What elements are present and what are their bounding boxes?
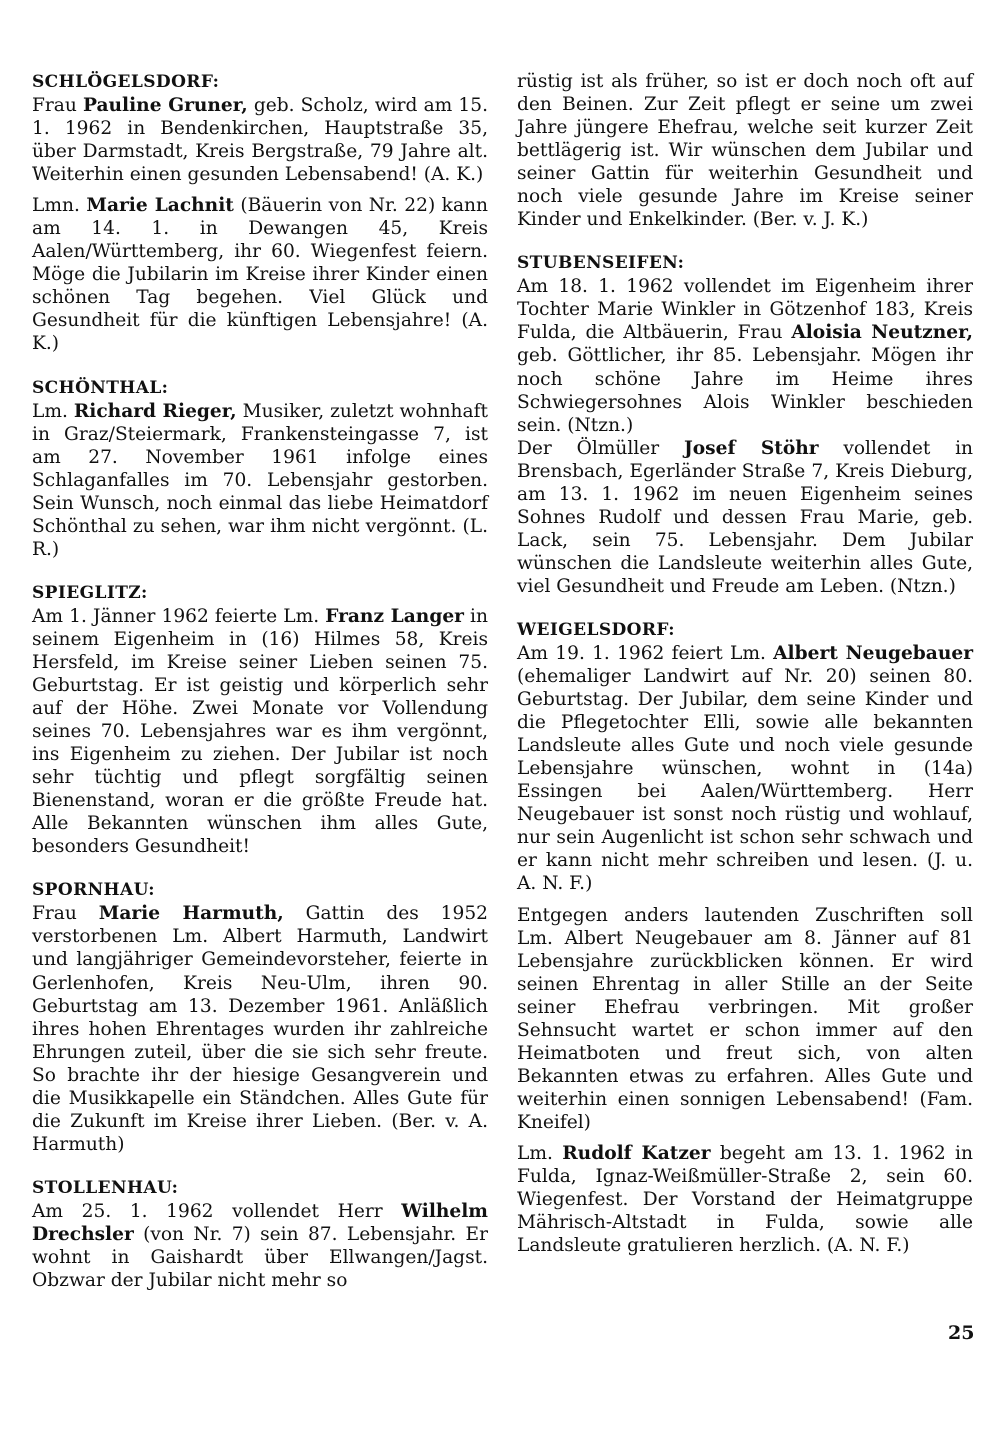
paragraph: Lm. Rudolf Katzer begeht am 13. 1. 1962 in Fulda, Ignaz-Weißmüller-Straße 2, sein 60. Wiegenfest. Der Vorstand der Heimatgruppe Mährisch-Altstadt in Fulda, sowie alle Landsleute gratulieren herzlich. (A. N. F.) <box>517 1142 973 1257</box>
paragraph: Frau Pauline Gruner, geb. Scholz, wird am 15. 1. 1962 in Bendenkirchen, Hauptstraße 35, über Darmstadt, Kreis Bergstraße, 79 Jahre alt. Weiterhin einen gesunden Lebensabend! (A. K.) <box>32 95 489 186</box>
right-column <box>517 70 973 1257</box>
paragraph: Am 18. 1. 1962 vollendet im Eigenheim ihrer Tochter Marie Winkler in Götzenhof 183, Kreis Fulda, die Altbäuerin, Frau Aloisia Neutzner, geb. Göttlicher, ihr 85. Lebensjahr. Mögen ihr noch schöne Jahre im Heime ihres Schwiegersohnes Alois Winkler beschieden sein. (Ntzn.) <box>517 276 974 436</box>
paragraph: Der Ölmüller Josef Stöhr vollendet in Brensbach, Egerländer Straße 7, Kreis Dieburg, am 13. 1. 1962 im neuen Eigenheim seines Sohnes Rudolf und dessen Frau Marie, geb. Lack, sein 75. Lebensjahr. Dem Jubilar wünschen die Landsleute weiterhin alles Gute, viel Gesundheit und Freude am Leben. (Ntzn.) <box>517 437 974 597</box>
paragraph: rüstig ist als früher, so ist er doch noch oft auf den Beinen. Zur Zeit pflegt er seine um zwei Jahre jüngere Ehefrau, welche seit kurzer Zeit bettlägerig ist. Wir wünschen dem Jubilar und seiner Gattin für weiterhin Gesundheit und noch viele gesunde Jahre im Kreise seiner Kinder und Enkelkinder. (Ber. v. J. K.) <box>517 71 973 231</box>
paragraph: Am 1. Jänner 1962 feierte Lm. Franz Langer in seinem Eigenheim in (16) Hilmes 58, Kreis Hersfeld, im Kreise seiner Lieben seinen 75. Geburtstag. Er ist geistig und körperlich sehr auf der Höhe. Zwei Monate vor Vollendung seines 70. Lebensjahres war es ihm vergönnt, ins Eigenheim zu ziehen. Der Jubilar ist noch sehr tüchtig und pflegt sorgfältig seinen Bienenstand, woran er die größte Freude hat. Alle Bekannten wünschen ihm alles Gute, besonders Gesundheit! <box>32 605 488 858</box>
section-heading: SPORNHAU: <box>32 880 155 901</box>
person-name: Richard Rieger, <box>73 400 237 422</box>
paragraph: Am 19. 1. 1962 feiert Lm. Albert Neugebauer (ehemaliger Landwirt auf Nr. 20) seinen 80. Geburtstag. Der Jubilar, dem seine Kinder und die Pflegetochter Elli, sowie alle bekannten Landsleute alles Gute und noch viele gesunde Lebensjahre wünschen, wohnt in (14a) Essingen bei Aalen/Württemberg. Herr Neugebauer ist sonst noch rüstig und wohlauf, nur sein Augenlicht ist schon sehr schwach und er kann nicht mehr schreiben und lesen. (J. u. A. N. F.) <box>517 642 973 895</box>
person-name: Marie Lachnit <box>86 195 234 217</box>
page-number: 25 <box>948 1322 975 1344</box>
section-heading: SCHLÖGELSDORF: <box>32 72 220 92</box>
paragraph: Lm. Richard Rieger, Musiker, zuletzt wohnhaft in Graz/Steiermark, Frankensteingasse 7, ist am 27. November 1961 infolge eines Schlaganfalles im 70. Lebensjahr gestorben. Sein Wunsch, noch einmal das liebe Heimatdorf Schönthal zu sehen, war ihm nicht vergönnt. (L. R.) <box>32 400 488 560</box>
section-heading: WEIGELSDORF: <box>517 619 675 640</box>
person-name: Rudolf Katzer <box>562 1142 711 1164</box>
paragraph: Lmn. Marie Lachnit (Bäuerin von Nr. 22) kann am 14. 1. in Dewangen 45, Kreis Aalen/Württemberg, ihr 60. Wiegenfest feiern. Möge die Jubilarin im Kreise ihrer Kinder einen schönen Tag begehen. Viel Glück und Gesundheit für die künftigen Lebensjahre! (A. K.) <box>32 195 488 355</box>
section-heading: SPIEGLITZ: <box>32 582 148 603</box>
paragraph: Am 25. 1. 1962 vollendet Herr Wilhelm Drechsler (von Nr. 7) sein 87. Lebensjahr. Er wohnt in Gaishardt über Ellwangen/Jagst. Obzwar der Jubilar nicht mehr so <box>32 1200 488 1292</box>
left-column <box>32 70 488 1292</box>
person-name: Josef Stöhr <box>683 437 819 459</box>
paragraph: Frau Marie Harmuth, Gattin des 1952 verstorbenen Lm. Albert Harmuth, Landwirt und langjähriger Gemeindevorsteher, feierte in Gerlenhofen, Kreis Neu-Ulm, ihren 90. Geburtstag am 13. Dezember 1961. Anläßlich ihres hohen Ehrentages wurden ihr zahlreiche Ehrungen zuteil, über die sie sich sehr freute. So brachte ihr der hiesige Gesangverein und die Musikkapelle ein Ständchen. Alles Gute für die Zukunft im Kreise ihrer Lieben. (Ber. v. A. Harmuth) <box>32 903 488 1155</box>
person-name: Marie Harmuth, <box>98 903 284 925</box>
section-heading: SCHÖNTHAL: <box>32 377 169 398</box>
section-heading: STOLLENHAU: <box>32 1177 179 1198</box>
person-name: Aloisia Neutzner, <box>791 322 974 344</box>
person-name: Wilhelm Drechsler <box>32 1200 488 1245</box>
person-name: Pauline Gruner, <box>83 95 248 116</box>
section-heading: STUBENSEIFEN: <box>517 253 685 274</box>
person-name: Franz Langer <box>325 605 464 627</box>
paragraph: Entgegen anders lautenden Zuschriften soll Lm. Albert Neugebauer am 8. Jänner auf 81 Lebensjahre zurückblicken können. Er wird seinen Ehrentag in aller Stille an der Seite seiner Ehefrau verbringen. Mit großer Sehnsucht wartet er schon immer auf den Heimatboten und freut sich, von alten Bekannten etwas zu erfahren. Alles Gute und weiterhin einen sonnigen Lebensabend! (Fam. Kneifel) <box>517 904 973 1133</box>
person-name: Albert Neugebauer <box>773 642 973 664</box>
